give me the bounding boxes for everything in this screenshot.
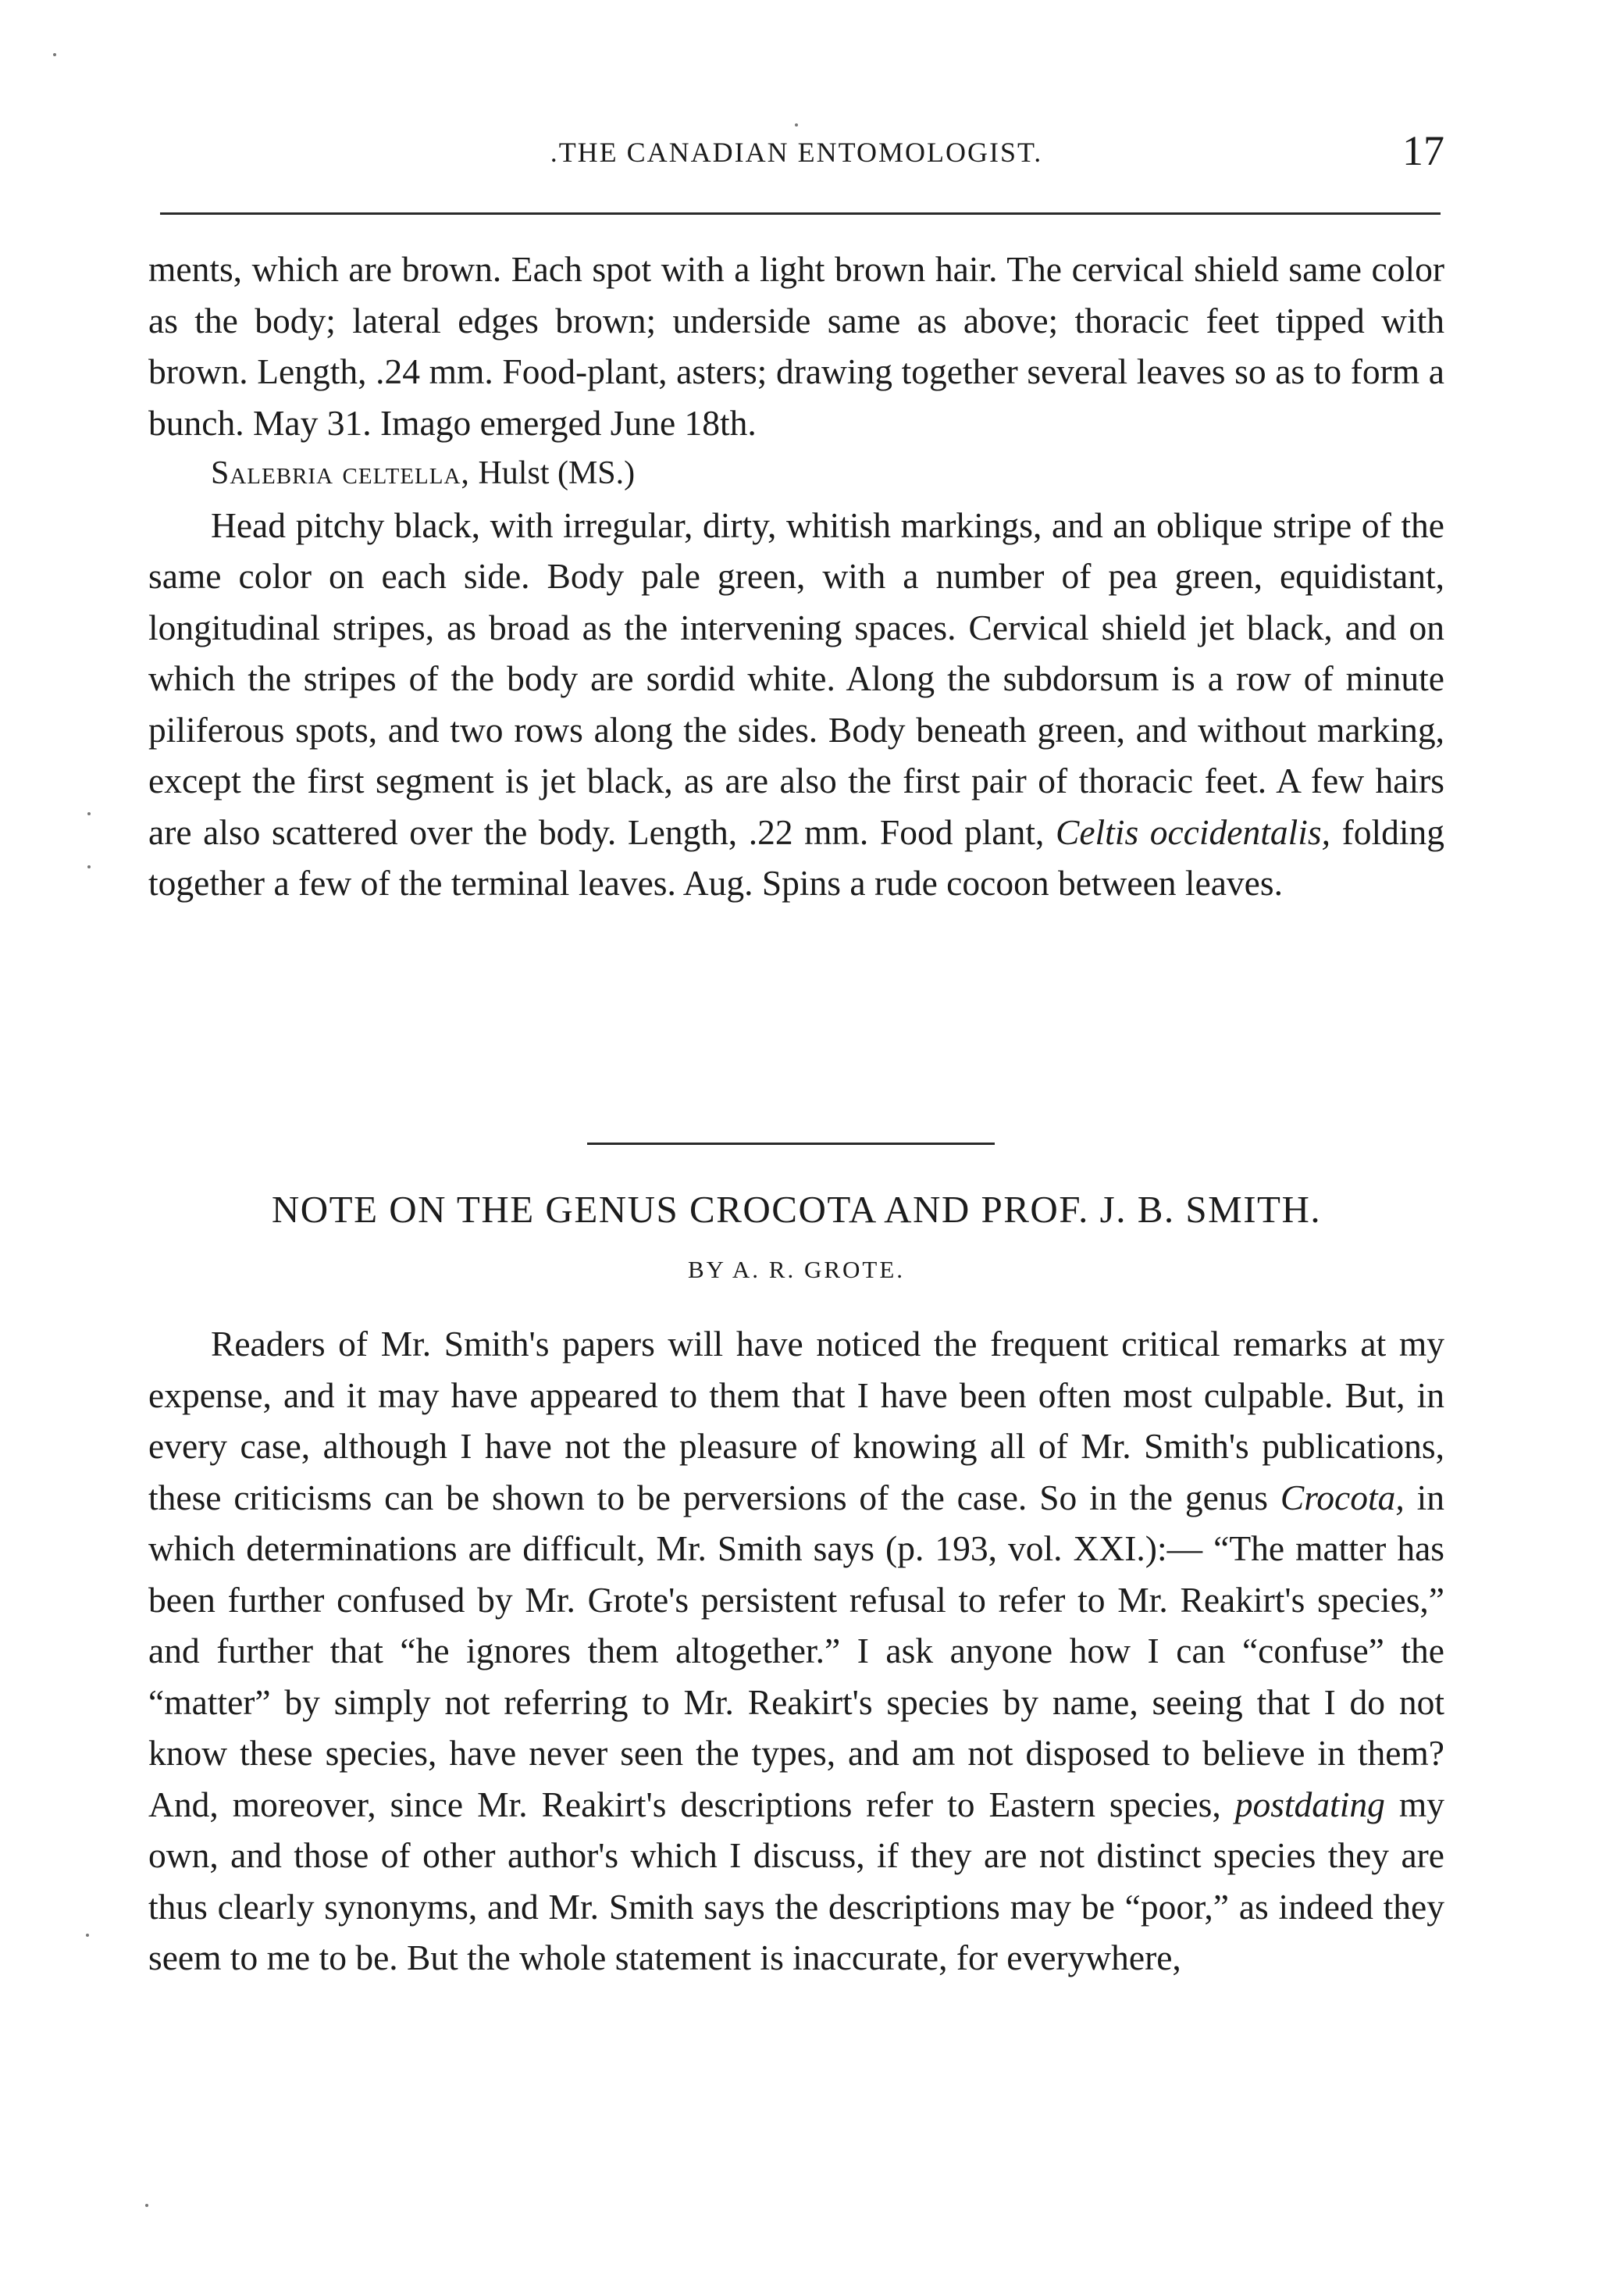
description-text-2: folding together a few of the terminal leaves. Aug. Spins a rude cocoon between leaves. bbox=[148, 811, 1445, 903]
article-body bbox=[148, 1318, 1444, 1984]
paragraph-text-3: my own, and those of other author's which I discuss, if they are not distinct species they are thus clearly synonyms, and Mr. Smith says the descriptions may be “poor,” as indeed they seem to me to be. But the whole statement is inaccurate, for everywhere, bbox=[148, 1784, 1444, 1977]
page-number: 17 bbox=[1402, 127, 1444, 174]
article-title: NOTE ON THE GENUS CROCOTA AND PROF. J. B. SMITH. bbox=[271, 1188, 1322, 1231]
scan-speck bbox=[795, 123, 798, 127]
species-heading bbox=[148, 448, 1444, 500]
description-text-1: Head pitchy black, with irregular, dirty, whitish markings, and an oblique stripe of the same color on each side. Body pale green, with a number of pea green, equidistant, longitudinal stripes, as broad as the intervening spaces. Cervical shield jet black, and on which the stripes of the body are sordid white. Along the subdorsum is a row of minute piliferous spots, and two rows along the sides. Body beneath green, and without marking, except the first segment is jet black, as are also the first pair of thoracic feet. A few hairs are also scattered over the body. Length, .22 mm. Food plant, bbox=[148, 504, 1444, 852]
species-authority: Hulst (MS.) bbox=[478, 455, 636, 491]
running-head bbox=[148, 127, 1444, 178]
continuation-paragraph: ments, which are brown. Each spot with a light brown hair. The cervical shield same color as the body; lateral edges brown; underside same as above; thoracic feet tipped with brown. Length, .24 mm. Food-plant, asters; drawing together several leaves so as to form a bunch. May 31. Imago emerged June 18th. bbox=[148, 249, 1444, 443]
scan-speck bbox=[87, 865, 91, 868]
species-description bbox=[148, 500, 1444, 909]
paragraph-text-1: Readers of Mr. Smith's papers will have noticed the frequent critical remarks at my expense, and it may have appeared to them that I have been often most culpable. But, in every case, although I have not the pleasure of knowing all of Mr. Smith's publications, these criticisms can be shown to be perversions of the case. So in the genus bbox=[148, 1324, 1444, 1517]
section-divider bbox=[587, 1143, 995, 1145]
food-plant-name: Celtis occidentalis, bbox=[1055, 811, 1330, 852]
emphasis-postdating: postdating bbox=[1234, 1784, 1385, 1824]
continued-section bbox=[148, 244, 1444, 909]
journal-title: .THE CANADIAN ENTOMOLOGIST. bbox=[550, 137, 1043, 168]
scan-speck bbox=[86, 1934, 89, 1937]
article-byline: BY A. R. GROTE. bbox=[687, 1256, 906, 1283]
header-rule bbox=[160, 212, 1441, 215]
scan-speck bbox=[53, 53, 56, 56]
genus-name: Crocota, bbox=[1280, 1477, 1405, 1517]
scan-speck bbox=[87, 812, 91, 815]
species-name: Salebria celtella, bbox=[211, 455, 470, 491]
paragraph-text-2: in which determinations are difficult, Mr. Smith says (p. 193, vol. XXI.):— “The matter has been further confused by Mr. Grote's persistent refusal to refer to Mr. Reakirt's species,” and further that “he ignores them altogether.” I ask anyone how I can “confuse” the “matter” by simply not referring to Mr. Reakirt's species by name, seeing that I do not know these species, have never seen the types, and am not disposed to believe in them? And, moreover, since Mr. Reakirt's descriptions refer to Eastern species, bbox=[148, 1477, 1445, 1824]
article-paragraph bbox=[148, 1318, 1444, 1984]
scan-speck bbox=[145, 2204, 148, 2207]
